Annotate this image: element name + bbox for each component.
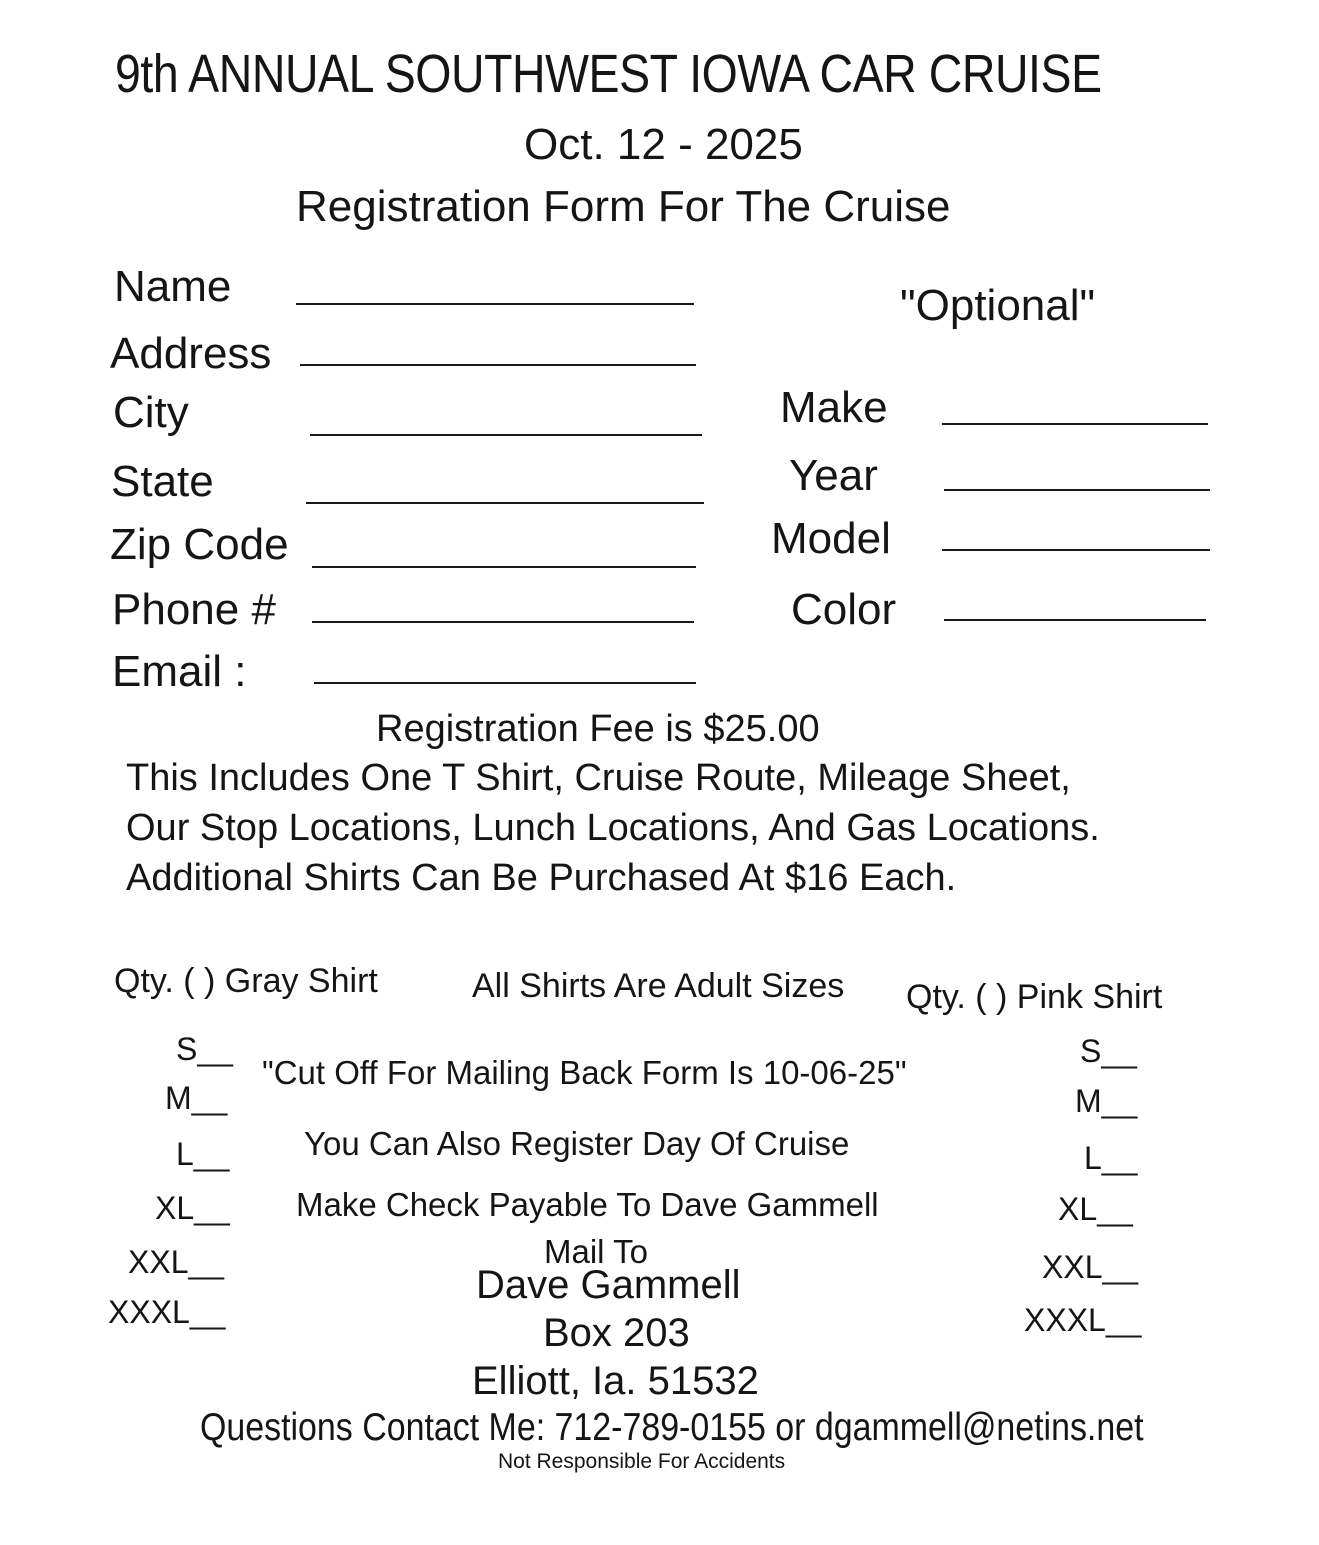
zip-code-label: Zip Code xyxy=(110,520,289,569)
disclaimer: Not Responsible For Accidents xyxy=(498,1450,786,1473)
pink-size-l[interactable]: L__ xyxy=(1084,1140,1138,1176)
model-field[interactable] xyxy=(942,549,1210,551)
gray-size-xxl[interactable]: XXL__ xyxy=(128,1244,225,1280)
year-label: Year xyxy=(789,451,878,500)
state-label: State xyxy=(111,457,214,506)
phone-label: Phone # xyxy=(112,585,276,634)
email-field[interactable] xyxy=(314,682,696,684)
state-field[interactable] xyxy=(306,502,704,504)
email-label: Email : xyxy=(112,647,247,696)
payable-note: Make Check Payable To Dave Gammell xyxy=(296,1186,879,1223)
zip-code-field[interactable] xyxy=(312,566,696,568)
color-field[interactable] xyxy=(944,619,1206,621)
color-label: Color xyxy=(791,585,897,634)
phone-field[interactable] xyxy=(312,621,694,623)
contact-info: Questions Contact Me: 712-789-0155 or dgammell@netins.net xyxy=(200,1406,1144,1449)
form-subtitle: Registration Form For The Cruise xyxy=(296,182,951,231)
gray-size-xl[interactable]: XL__ xyxy=(155,1190,230,1226)
gray-shirt-qty-label: Qty. ( ) Gray Shirt xyxy=(114,962,378,1000)
optional-label: "Optional" xyxy=(900,281,1096,330)
additional-shirts-note: Additional Shirts Can Be Purchased At $16 Each. xyxy=(126,857,957,899)
registration-fee: Registration Fee is $25.00 xyxy=(376,708,820,750)
pink-size-m[interactable]: M__ xyxy=(1075,1083,1138,1119)
gray-size-l[interactable]: L__ xyxy=(176,1136,230,1172)
name-field[interactable] xyxy=(296,303,694,305)
address-label: Address xyxy=(110,329,272,378)
adult-sizes-note: All Shirts Are Adult Sizes xyxy=(472,967,845,1005)
mail-to-label: Mail To xyxy=(544,1233,648,1270)
gray-size-m[interactable]: M__ xyxy=(165,1080,228,1116)
city-label: City xyxy=(113,388,189,437)
address-field[interactable] xyxy=(300,364,696,366)
pink-shirt-qty-label: Qty. ( ) Pink Shirt xyxy=(906,978,1163,1016)
gray-size-s[interactable]: S__ xyxy=(176,1031,233,1067)
page-title: 9th ANNUAL SOUTHWEST IOWA CAR CRUISE xyxy=(115,44,1102,104)
cutoff-note: "Cut Off For Mailing Back Form Is 10-06-25" xyxy=(262,1054,907,1091)
name-label: Name xyxy=(114,262,232,311)
gray-size-xxxl[interactable]: XXXL__ xyxy=(108,1294,226,1330)
city-field[interactable] xyxy=(310,434,702,436)
pink-size-xxl[interactable]: XXL__ xyxy=(1042,1249,1139,1285)
mail-recipient: Dave Gammell xyxy=(476,1263,741,1307)
model-label: Model xyxy=(771,514,891,563)
make-label: Make xyxy=(780,383,888,432)
make-field[interactable] xyxy=(942,423,1208,425)
mail-box: Box 203 xyxy=(543,1311,690,1355)
register-day-note: You Can Also Register Day Of Cruise xyxy=(304,1125,850,1162)
pink-size-xl[interactable]: XL__ xyxy=(1058,1191,1133,1227)
pink-size-xxxl[interactable]: XXXL__ xyxy=(1024,1302,1142,1338)
pink-size-s[interactable]: S__ xyxy=(1080,1033,1137,1069)
year-field[interactable] xyxy=(944,489,1210,491)
event-date: Oct. 12 - 2025 xyxy=(524,120,803,169)
fee-includes-line-1: This Includes One T Shirt, Cruise Route, Mileage Sheet, xyxy=(126,757,1071,799)
fee-includes-line-2: Our Stop Locations, Lunch Locations, And Gas Locations. xyxy=(126,807,1100,849)
mail-city: Elliott, Ia. 51532 xyxy=(472,1359,759,1403)
